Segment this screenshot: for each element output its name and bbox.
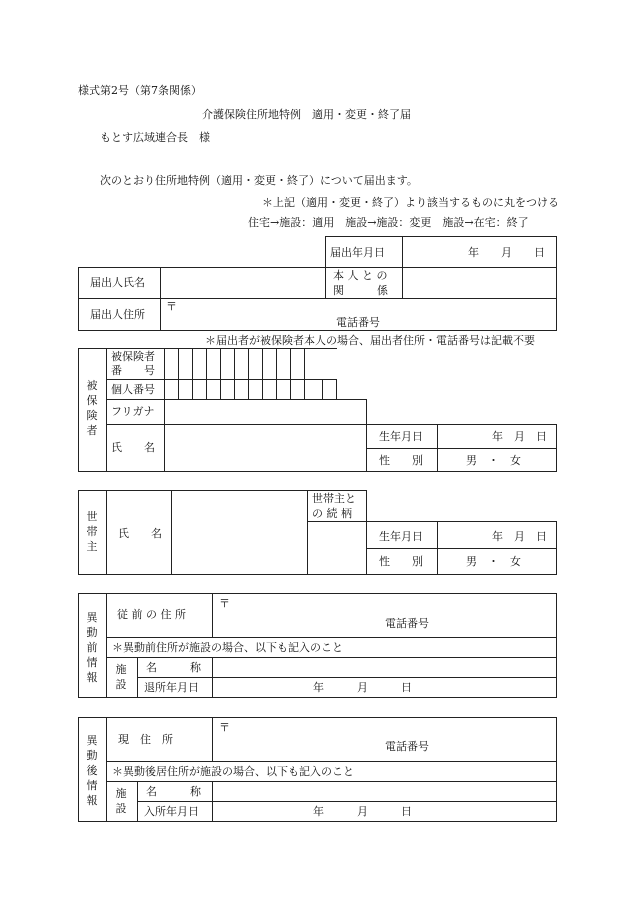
personal-number-label: 個人番号 xyxy=(111,383,155,396)
current-facility-name-label: 名 称 xyxy=(146,785,201,798)
household-sex-label: 性 別 xyxy=(379,555,423,568)
previous-phone-label: 電話番号 xyxy=(385,617,429,630)
transition-legend: 住宅→施設：適用 施設→施設：変更 施設→在宅：終了 xyxy=(248,216,529,229)
relation-field[interactable] xyxy=(408,271,548,291)
relation-label-line2: 関 係 xyxy=(333,284,388,297)
admission-date-label: 入所年月日 xyxy=(144,805,199,818)
household-name-label: 氏 名 xyxy=(118,527,162,540)
notification-date-field[interactable]: 年 月 日 xyxy=(468,246,545,259)
notification-date-label: 届出年月日 xyxy=(330,246,385,259)
before-move-note: ＊異動前住所が施設の場合、以下も記入のこと xyxy=(112,641,343,654)
insured-section-label: 被保険者 xyxy=(86,379,98,437)
form-number: 様式第2号（第7条関係） xyxy=(78,84,202,97)
previous-facility-name-label: 名 称 xyxy=(146,661,201,674)
insured-number-label-line2: 番 号 xyxy=(111,364,155,377)
previous-postal-mark: 〒 xyxy=(219,597,230,610)
notifier-footnote: ＊届出者が被保険者本人の場合、届出者住所・電話番号は記載不要 xyxy=(205,334,535,347)
household-section-label: 世帯主 xyxy=(86,510,98,553)
insured-dob-label: 生年月日 xyxy=(379,430,423,443)
before-move-section-label: 異動前情報 xyxy=(86,611,98,684)
furigana-label: フリガナ xyxy=(111,405,155,418)
relation-label-line1: 本 人 と の xyxy=(333,269,388,282)
discharge-date-label: 退所年月日 xyxy=(144,681,199,694)
current-facility-label: 施設 xyxy=(115,787,127,815)
form-title: 介護保険住所地特例 適用・変更・終了届 xyxy=(202,108,411,121)
discharge-date-field[interactable]: 年 月 日 xyxy=(313,681,412,694)
after-move-section-label: 異動後情報 xyxy=(86,734,98,807)
current-postal-mark: 〒 xyxy=(219,721,230,734)
notifier-name-label: 届出人氏名 xyxy=(90,276,145,289)
insured-dob-field[interactable]: 年 月 日 xyxy=(492,430,547,443)
insured-name-label: 氏 名 xyxy=(111,441,155,454)
insured-sex-label: 性 別 xyxy=(379,454,423,467)
previous-address-label: 従 前 の 住 所 xyxy=(117,608,186,621)
admission-date-field[interactable]: 年 月 日 xyxy=(313,805,412,818)
selection-note: ＊上記（適用・変更・終了）より該当するものに丸をつける xyxy=(262,196,559,209)
intro-text: 次のとおり住所地特例（適用・変更・終了）について届出ます。 xyxy=(100,174,418,187)
notifier-name-field[interactable] xyxy=(166,271,316,291)
phone-label: 電話番号 xyxy=(336,316,380,329)
household-relation-label-line2: の 続 柄 xyxy=(312,507,352,520)
addressee: もとす広域連合長 様 xyxy=(100,131,210,144)
household-sex-options[interactable]: 男 ・ 女 xyxy=(466,555,521,568)
household-relation-label-line1: 世帯主と xyxy=(312,492,356,505)
household-dob-label: 生年月日 xyxy=(379,530,423,543)
current-address-label: 現 住 所 xyxy=(118,733,173,746)
after-move-note: ＊異動後居住所が施設の場合、以下も記入のこと xyxy=(112,765,354,778)
household-dob-field[interactable]: 年 月 日 xyxy=(492,530,547,543)
postal-mark: 〒 xyxy=(166,300,177,313)
current-phone-label: 電話番号 xyxy=(385,740,429,753)
notifier-address-label: 届出人住所 xyxy=(90,308,145,321)
insured-sex-options[interactable]: 男 ・ 女 xyxy=(466,454,521,467)
insured-number-label-line1: 被保険者 xyxy=(111,350,155,363)
previous-facility-label: 施設 xyxy=(115,663,127,691)
